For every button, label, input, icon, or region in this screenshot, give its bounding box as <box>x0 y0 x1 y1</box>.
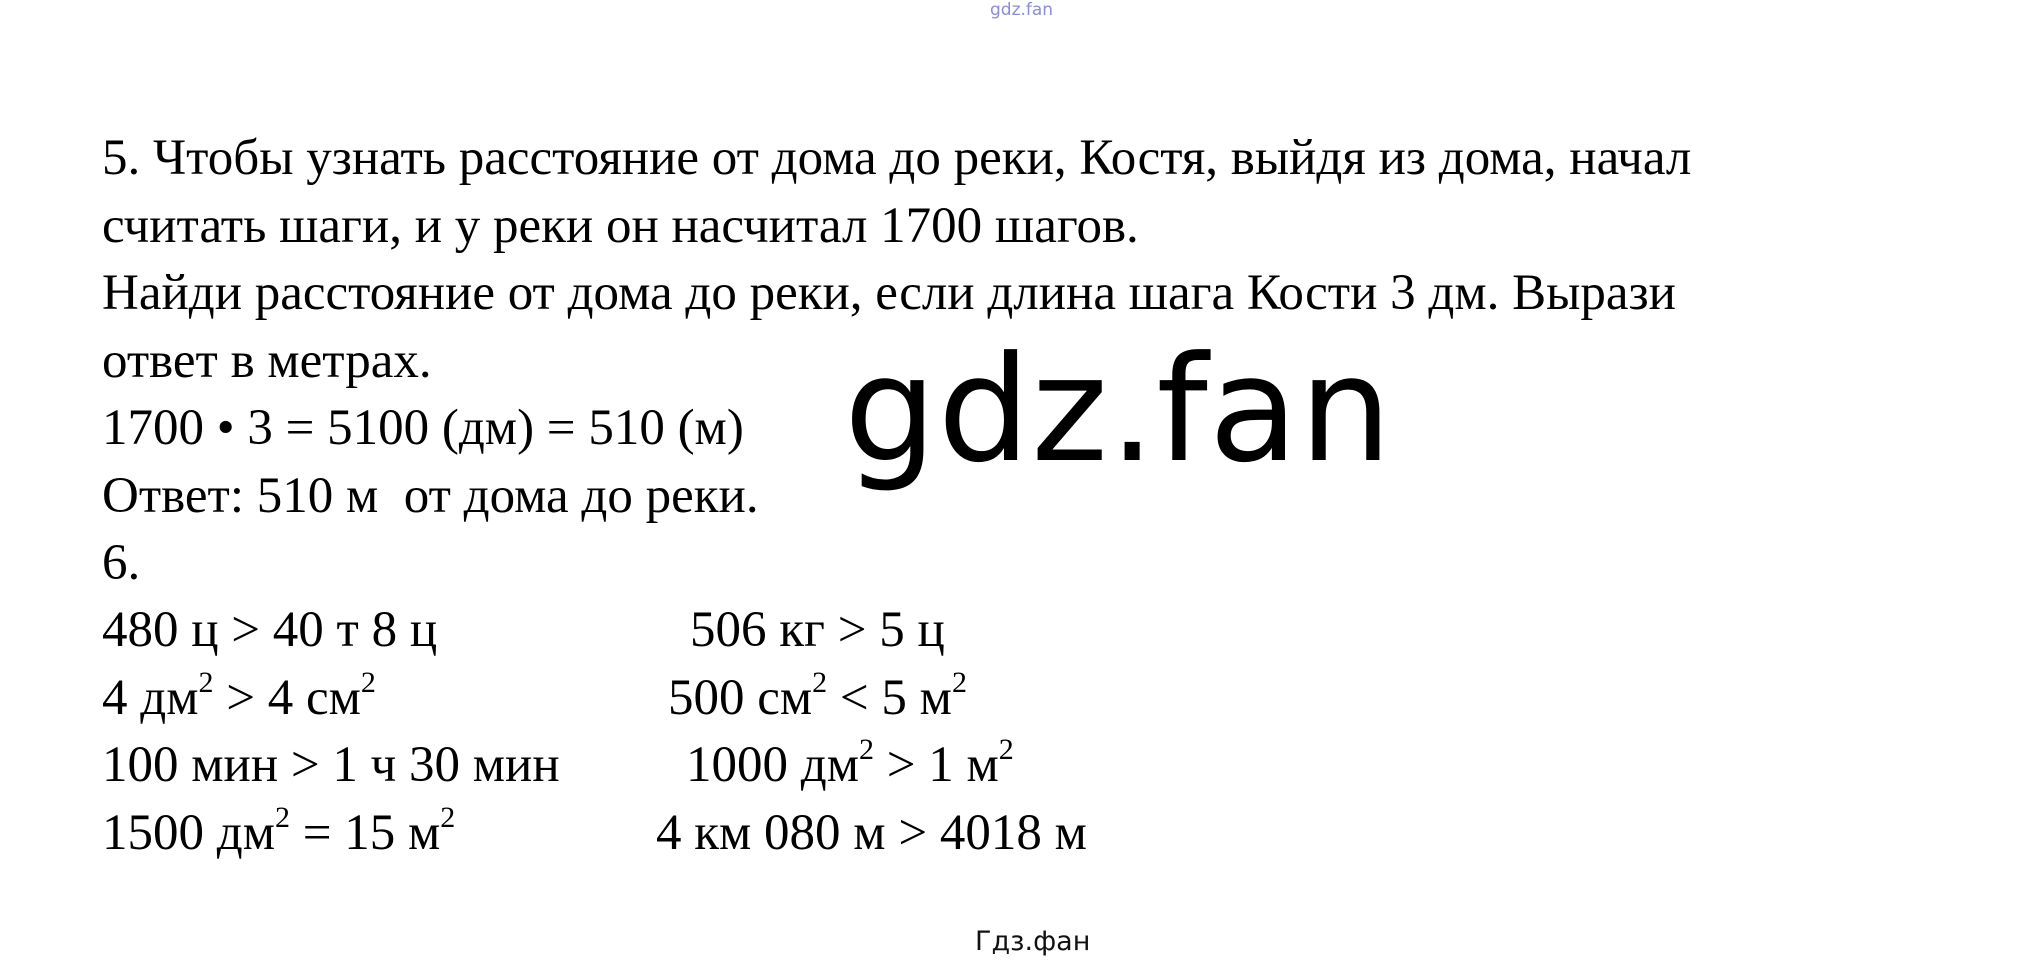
exponent: 2 <box>440 801 456 834</box>
site-mark-footer: Гдз.фан <box>975 926 1091 957</box>
problem5-line1: 5. Чтобы узнать расстояние от дома до реки, Костя, выйдя из дома, начал <box>102 130 1692 186</box>
site-mark-top: gdz.fan <box>990 0 1054 20</box>
comparison-text: < 5 м <box>827 670 952 726</box>
comparison-right <box>686 735 1014 795</box>
watermark: gdz.fan <box>844 325 1393 495</box>
problem5-solution: 1700 • 3 = 5100 (дм) = 510 (м) <box>102 400 744 456</box>
exponent: 2 <box>360 666 376 699</box>
exponent: 2 <box>812 666 828 699</box>
comparison-right: 506 кг > 5 ц <box>690 602 945 658</box>
comparison-text: 4 дм <box>102 670 199 726</box>
comparison-text: 1500 дм <box>102 805 275 861</box>
comparison-text: > 4 см <box>213 670 361 726</box>
exponent: 2 <box>951 666 967 699</box>
problem6-number: 6. <box>102 535 141 591</box>
exponent: 2 <box>998 733 1014 766</box>
problem5-line3: Найди расстояние от дома до реки, если длина шага Кости 3 дм. Вырази <box>102 265 1676 321</box>
exponent: 2 <box>858 733 874 766</box>
comparison-left <box>102 668 376 728</box>
exponent: 2 <box>274 801 290 834</box>
comparison-left <box>102 803 455 863</box>
comparison-text: 500 см <box>668 670 813 726</box>
comparison-right <box>668 668 967 728</box>
comparison-text: > 1 м <box>873 737 999 793</box>
exponent: 2 <box>198 666 214 699</box>
comparison-text: = 15 м <box>289 805 441 861</box>
comparison-right: 4 км 080 м > 4018 м <box>656 805 1087 861</box>
problem5-line2: считать шаги, и у реки он насчитал 1700 шагов. <box>102 198 1139 254</box>
comparison-text: 1000 дм <box>686 737 859 793</box>
comparison-left: 480 ц > 40 т 8 ц <box>102 602 438 658</box>
comparison-left: 100 мин > 1 ч 30 мин <box>102 737 560 793</box>
problem5-answer: Ответ: 510 м от дома до реки. <box>102 468 759 524</box>
problem5-line4: ответ в метрах. <box>102 333 432 389</box>
